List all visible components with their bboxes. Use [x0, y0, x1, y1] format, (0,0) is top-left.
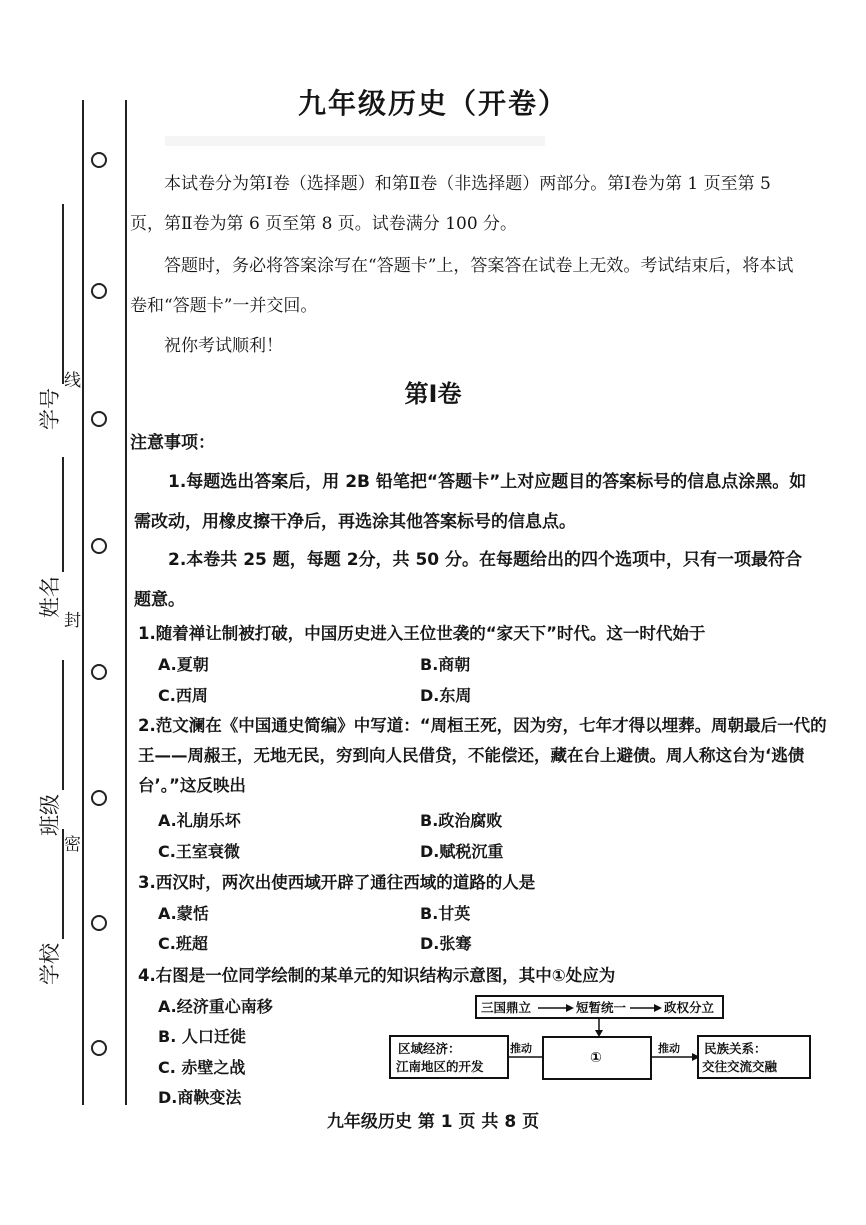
- diagram-relations-line2: 交往交流交融: [702, 1059, 778, 1074]
- diagram-push-label-2: 推动: [658, 1042, 680, 1055]
- answer-option: C. 赤壁之战: [158, 1058, 246, 1077]
- seal-mark-mi: 密: [64, 835, 81, 855]
- binding-hole: [91, 790, 107, 806]
- binding-line-outer: [82, 100, 84, 1105]
- answer-option: A.经济重心南移: [158, 997, 273, 1016]
- answer-option: A.礼崩乐坏: [158, 811, 241, 830]
- faint-bleed-through: [165, 136, 545, 146]
- knowledge-structure-diagram: [386, 994, 816, 1086]
- page-footer: 九年级历史 第 1 页 共 8 页: [326, 1112, 540, 1132]
- answer-option: A.夏朝: [158, 655, 209, 674]
- note-1: 1.每题选出答案后，用 2B 铅笔把“答题卡”上对应题目的答案标号的信息点涂黑。如需改动，用橡皮擦干净后，再选涂其他答案标号的信息点。: [134, 472, 807, 532]
- answer-option: C.王室衰微: [158, 842, 240, 861]
- student-id-label: 学号: [38, 388, 62, 430]
- diagram-mid-label: 短暂统一: [576, 1000, 627, 1015]
- school-label: 学校: [38, 943, 62, 985]
- answer-option: B. 人口迁徙: [158, 1027, 246, 1046]
- diagram-economy-line2: 江南地区的开发: [396, 1059, 484, 1074]
- question-stem: 4.右图是一位同学绘制的某单元的知识结构示意图，其中①处应为: [138, 966, 616, 985]
- answer-option: C.班超: [158, 934, 208, 953]
- question-stem: 3.西汉时，两次出使西域开辟了通往西域的道路的人是: [138, 873, 536, 892]
- question-stem: 2.范文澜在《中国通史简编》中写道：“周桓王死，因为穷，七年才得以埋葬。周朝最后一代的王——周赧王，无地无民，穷到向人民借贷，不能偿还，藏在台上避债。周人称这台为‘逃债台’。”这反映出: [138, 716, 827, 795]
- binding-hole: [91, 152, 107, 168]
- answer-option: B.甘英: [420, 904, 471, 923]
- class-label: 班级: [38, 794, 62, 836]
- answer-option: D.赋税沉重: [420, 842, 504, 861]
- seal-mark-line: 线: [64, 371, 81, 391]
- answer-option: C.西周: [158, 686, 208, 705]
- diagram-center-blank: ①: [590, 1050, 602, 1066]
- binding-hole: [91, 538, 107, 554]
- intro-paragraph-1: 本试卷分为第Ⅰ卷（选择题）和第Ⅱ卷（非选择题）两部分。第Ⅰ卷为第 1 页至第 5 页，第Ⅱ卷为第 6 页至第 8 页。试卷满分 100 分。: [130, 174, 771, 234]
- binding-line-inner: [125, 100, 127, 1105]
- exam-title: 九年级历史（开卷）: [297, 87, 568, 120]
- diagram-economy-line1: 区域经济：: [398, 1041, 461, 1056]
- answer-option: A.蒙恬: [158, 904, 209, 923]
- seal-mark-feng: 封: [64, 611, 81, 631]
- diagram-right-label: 政权分立: [664, 1000, 715, 1015]
- answer-option: B.政治腐败: [420, 811, 503, 830]
- intro-paragraph-3: 祝你考试顺利！: [164, 336, 283, 356]
- note-2: 2.本卷共 25 题，每题 2分，共 50 分。在每题给出的四个选项中，只有一项最符合题意。: [134, 550, 803, 610]
- class-blank[interactable]: [42, 660, 64, 790]
- binding-hole: [91, 664, 107, 680]
- binding-hole: [91, 1040, 107, 1056]
- binding-hole: [91, 915, 107, 931]
- answer-option: D.东周: [420, 686, 472, 705]
- name-label: 姓名: [38, 576, 62, 618]
- binding-hole: [91, 411, 107, 427]
- volume-title: 第Ⅰ卷: [404, 380, 462, 408]
- student-id-blank[interactable]: [42, 204, 64, 384]
- intro-paragraph-2: 答题时，务必将答案涂写在“答题卡”上，答案答在试卷上无效。考试结束后，将本试卷和“答题卡”一并交回。: [130, 256, 794, 316]
- name-blank[interactable]: [42, 457, 64, 572]
- answer-option: D.张骞: [420, 934, 472, 953]
- diagram-push-label-1: 推动: [510, 1042, 532, 1055]
- answer-option: B.商朝: [420, 655, 471, 674]
- diagram-top-label: 三国鼎立: [481, 1000, 532, 1015]
- question-stem: 1.随着禅让制被打破，中国历史进入王位世袭的“家天下”时代。这一时代始于: [138, 624, 706, 643]
- binding-hole: [91, 283, 107, 299]
- answer-option: D.商鞅变法: [158, 1088, 242, 1107]
- school-blank[interactable]: [42, 829, 64, 939]
- notes-title: 注意事项：: [130, 433, 215, 453]
- diagram-relations-line1: 民族关系：: [704, 1041, 767, 1056]
